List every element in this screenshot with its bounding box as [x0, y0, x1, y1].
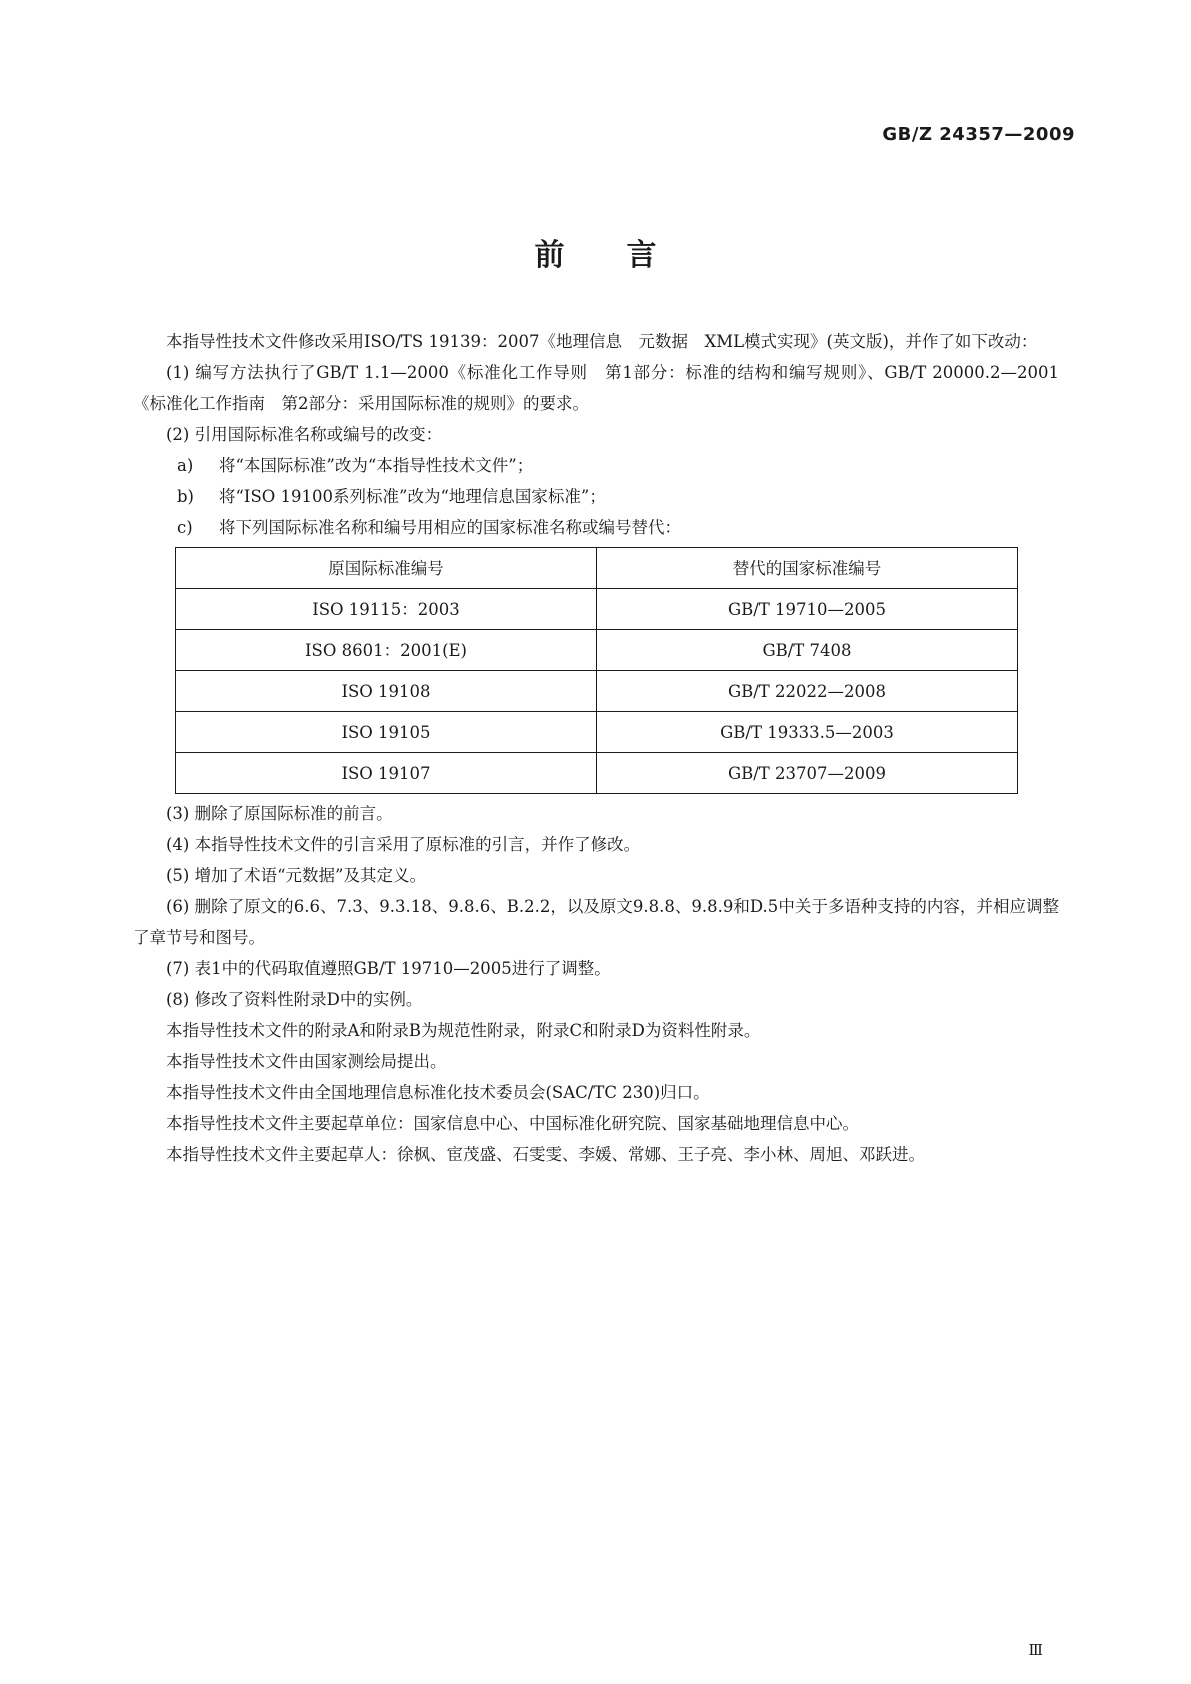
standard-mapping-table	[175, 547, 1018, 794]
sub-item-label: c)	[177, 518, 193, 537]
sub-item-text: 将下列国际标准名称和编号用相应的国家标准名称或编号替代：	[219, 518, 681, 537]
foreword-body	[133, 326, 1059, 1170]
sub-item-text: 将“本国际标准”改为“本指导性技术文件”；	[219, 456, 534, 475]
sub-item	[133, 512, 1059, 543]
table-cell: GB/T 19333.5—2003	[597, 712, 1018, 753]
body-paragraph: 本指导性技术文件主要起草单位：国家信息中心、中国标准化研究院、国家基础地理信息中心。	[166, 1114, 859, 1133]
sub-item	[133, 481, 1059, 512]
standard-number: GB/Z 24357—2009	[882, 124, 1075, 145]
table-row	[176, 712, 1018, 753]
body-paragraph: (4) 本指导性技术文件的引言采用了原标准的引言，并作了修改。	[166, 835, 641, 854]
body-paragraph: 本指导性技术文件由国家测绘局提出。	[166, 1052, 447, 1071]
table-row	[176, 589, 1018, 630]
intro-paragraph: 本指导性技术文件修改采用ISO/TS 19139：2007《地理信息 元数据 XML模式实现》(英文版)，并作了如下改动：	[166, 332, 1038, 351]
body-paragraph: (8) 修改了资料性附录D中的实例。	[166, 990, 423, 1009]
table-cell: GB/T 22022—2008	[597, 671, 1018, 712]
sub-item	[133, 450, 1059, 481]
intro-paragraph: (2) 引用国际标准名称或编号的改变：	[166, 425, 443, 444]
page-number: Ⅲ	[1028, 1641, 1043, 1659]
table-header-cell: 原国际标准编号	[176, 548, 597, 589]
body-paragraph: (3) 删除了原国际标准的前言。	[166, 804, 393, 823]
table-row	[176, 630, 1018, 671]
table-cell: ISO 19107	[176, 753, 597, 794]
table-cell: ISO 19108	[176, 671, 597, 712]
sub-item-label: b)	[177, 487, 194, 506]
sub-item-label: a)	[177, 456, 194, 475]
table-cell: GB/T 19710—2005	[597, 589, 1018, 630]
table-header-cell: 替代的国家标准编号	[597, 548, 1018, 589]
body-paragraph: (7) 表1中的代码取值遵照GB/T 19710—2005进行了调整。	[166, 959, 611, 978]
sub-item-text: 将“ISO 19100系列标准”改为“地理信息国家标准”；	[219, 487, 606, 506]
table-cell: ISO 19105	[176, 712, 597, 753]
table-cell: ISO 8601：2001(E)	[176, 630, 597, 671]
table-header-row	[176, 548, 1018, 589]
table-cell: GB/T 23707—2009	[597, 753, 1018, 794]
body-paragraph: (5) 增加了术语“元数据”及其定义。	[166, 866, 426, 885]
table-cell: GB/T 7408	[597, 630, 1018, 671]
table-row	[176, 671, 1018, 712]
table-cell: ISO 19115：2003	[176, 589, 597, 630]
body-paragraph: 本指导性技术文件的附录A和附录B为规范性附录，附录C和附录D为资料性附录。	[166, 1021, 761, 1040]
table-row	[176, 753, 1018, 794]
body-paragraph: 本指导性技术文件主要起草人：徐枫、宦茂盛、石雯雯、李媛、常娜、王子亮、李小林、周旭、邓跃进。	[166, 1145, 925, 1164]
body-paragraph: (6) 删除了原文的6.6、7.3、9.3.18、9.8.6、B.2.2，以及原文9.8.8、9.8.9和D.5中关于多语种支持的内容，并相应调整了章节号和图号。	[133, 897, 1059, 947]
intro-paragraph: (1) 编写方法执行了GB/T 1.1—2000《标准化工作导则 第1部分：标准的结构和编写规则》、GB/T 20000.2—2001《标准化工作指南 第2部分：采用国际标准的规则》的要求。	[133, 363, 1059, 413]
page-title: 前言	[534, 238, 719, 273]
body-paragraph: 本指导性技术文件由全国地理信息标准化技术委员会(SAC/TC 230)归口。	[166, 1083, 710, 1102]
